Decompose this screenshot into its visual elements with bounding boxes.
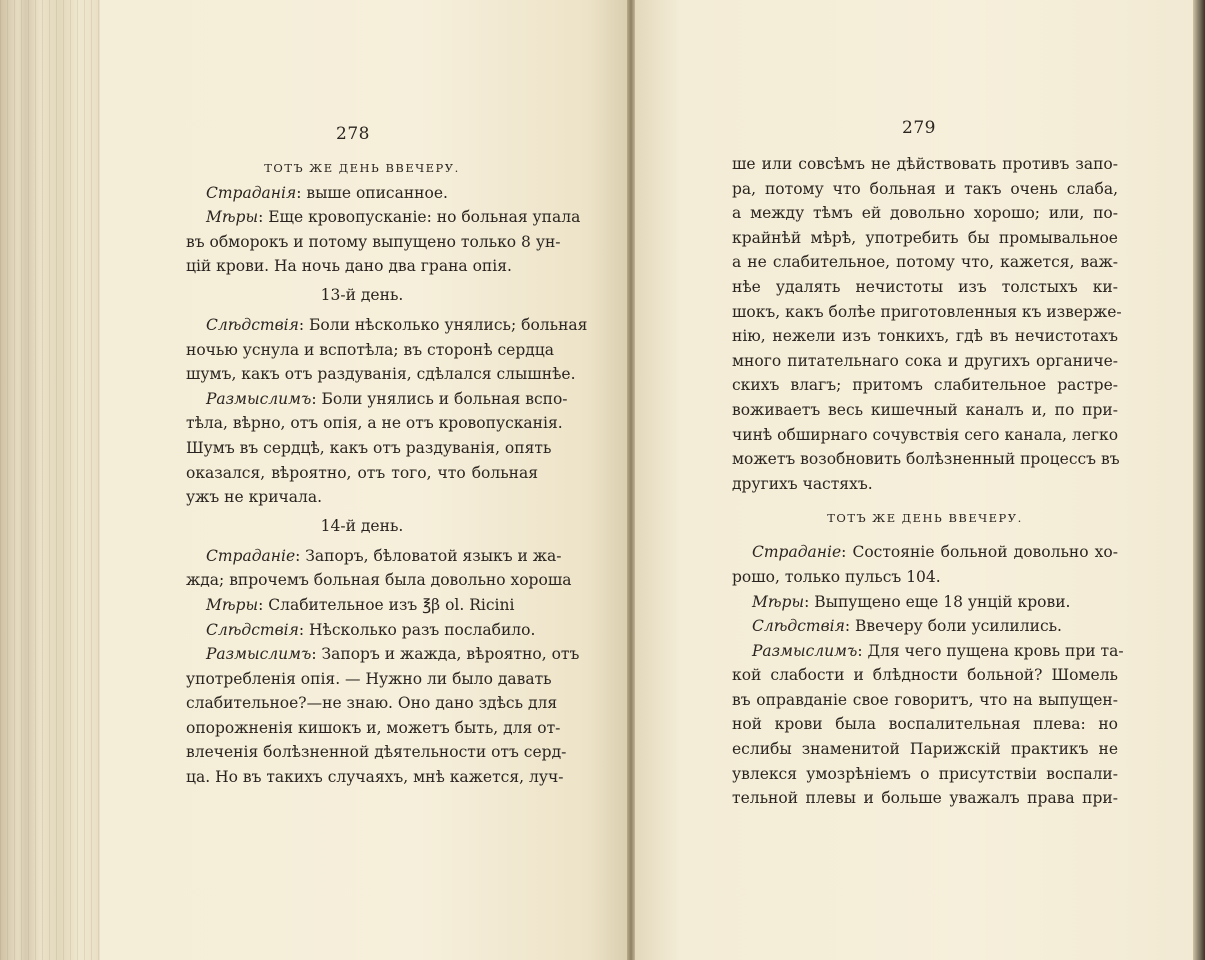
text-line xyxy=(732,762,1118,787)
section-heading: ТОТЪ ЖЕ ДЕНЬ ВВЕЧЕРУ. xyxy=(827,511,1023,526)
line-text: много питательнаго сока и другихъ органиче- xyxy=(732,351,1118,370)
line-text: : Ввечеру боли усилились. xyxy=(844,617,1062,636)
line-text: : Слабительное изъ ℥β ol. Ricini xyxy=(258,595,515,614)
text-line xyxy=(186,740,567,765)
paragraph-block xyxy=(186,313,588,510)
right-page-text xyxy=(732,152,1124,811)
page-edges-left xyxy=(0,0,100,960)
line-text: нію, нежели изъ тонкихъ, гдѣ въ нечистотахъ xyxy=(732,327,1118,346)
line-text: кой слабости и блѣдности больной? Шомель xyxy=(732,666,1118,685)
line-text: еслибы знаменитой Парижскій практикъ не xyxy=(732,740,1118,759)
text-line xyxy=(732,639,1124,664)
line-text: можетъ возобновить болѣзненный процессъ въ xyxy=(732,450,1120,469)
line-text: употребленія опія. — Нужно ли было давать xyxy=(186,669,552,688)
text-line xyxy=(732,447,1118,472)
term-label: Мѣры xyxy=(752,592,805,611)
text-line xyxy=(186,362,576,387)
section-heading: ТОТЪ ЖЕ ДЕНЬ ВВЕЧЕРУ. xyxy=(264,161,460,175)
text-line xyxy=(186,313,588,338)
text-line xyxy=(732,398,1118,423)
term-label: Размыслимъ xyxy=(206,389,312,408)
line-text: ной крови была воспалительная плева: но xyxy=(732,715,1118,734)
term-label: Размыслимъ xyxy=(206,645,312,664)
line-text: тельной плевы и больше уважалъ права при- xyxy=(732,789,1118,808)
text-line xyxy=(732,349,1118,374)
text-line xyxy=(732,712,1118,737)
text-line xyxy=(186,642,580,667)
text-line xyxy=(186,716,561,741)
line-text: цій крови. На ночь дано два грана опія. xyxy=(186,257,512,276)
text-line xyxy=(186,461,538,486)
line-text: : выше описанное. xyxy=(296,183,448,202)
line-text: а не слабительное, потому что, кажется, важ- xyxy=(732,253,1118,272)
line-text: слабительное?—не знаю. Оно дано здѣсь для xyxy=(186,694,558,713)
term-label: Страданія xyxy=(206,183,297,202)
text-line xyxy=(732,737,1118,762)
line-text: : Еще кровопусканіе: но больная упала xyxy=(258,208,581,227)
text-line xyxy=(732,226,1118,251)
line-text: шокъ, какъ болѣе приготовленныя къ изверже- xyxy=(732,302,1122,321)
text-line xyxy=(732,614,1118,639)
book-gutter xyxy=(627,0,635,960)
line-text: чинѣ обширнаго сочувствія сего канала, легко xyxy=(732,425,1119,444)
line-text: воживаетъ весь кишечный каналъ и, по при- xyxy=(732,400,1118,419)
line-text: жда; впрочемъ больная была довольно хороша xyxy=(186,571,572,590)
text-line xyxy=(732,472,1118,497)
right-page xyxy=(635,0,1193,960)
line-text: : Боли нѣсколько унялись; больная xyxy=(298,315,588,334)
text-line xyxy=(732,201,1118,226)
line-text: тѣла, вѣрно, отъ опія, а не отъ кровопусканія. xyxy=(186,414,563,433)
line-text: : Боли унялись и больная вспо- xyxy=(311,389,568,408)
text-line xyxy=(732,786,1118,811)
text-line xyxy=(732,300,1122,325)
text-line xyxy=(186,254,538,279)
left-page xyxy=(100,0,630,960)
text-line xyxy=(732,565,1118,590)
line-text: скихъ влагъ; притомъ слабительное растре- xyxy=(732,376,1118,395)
line-text: ночью уснула и вспотѣла; въ сторонѣ сердца xyxy=(186,340,555,359)
line-text: увлекся умозрѣніемъ о присутствіи воспали- xyxy=(732,764,1118,783)
paragraph-block xyxy=(732,540,1124,811)
line-text: : Запоръ, бѣловатой языкъ и жа- xyxy=(295,546,562,565)
line-text: ца. Но въ такихъ случаяхъ, мнѣ кажется, луч- xyxy=(186,768,564,787)
line-text: ше или совсѣмъ не дѣйствовать противъ запо- xyxy=(732,155,1118,173)
term-label: Слѣдствія xyxy=(206,315,299,334)
text-line xyxy=(732,373,1118,398)
text-line xyxy=(732,423,1118,448)
term-label: Страданіе xyxy=(752,543,842,562)
day-heading: 14-й день. xyxy=(320,516,404,535)
text-line xyxy=(732,250,1118,275)
paragraph-block xyxy=(186,181,581,279)
text-line xyxy=(186,485,538,510)
line-text: ра, потому что больная и такъ очень слаба, xyxy=(732,179,1118,198)
line-text: : Выпущено еще 18 унцій крови. xyxy=(804,592,1071,611)
text-line xyxy=(732,275,1118,300)
line-text: другихъ частяхъ. xyxy=(732,474,873,493)
text-line xyxy=(732,152,1118,177)
text-line xyxy=(186,205,581,230)
term-label: Слѣдствія xyxy=(206,620,299,639)
text-line xyxy=(186,667,552,692)
text-line xyxy=(186,230,561,255)
term-label: Мѣры xyxy=(206,208,259,227)
text-line xyxy=(732,177,1118,202)
line-text: ужъ не кричала. xyxy=(186,488,323,507)
line-text: : Запоръ и жажда, вѣроятно, отъ xyxy=(311,645,580,664)
text-line xyxy=(186,691,558,716)
text-line xyxy=(186,387,568,412)
line-text: : Состояніе больной довольно хо- xyxy=(841,543,1118,562)
line-text: шумъ, какъ отъ раздуванія, сдѣлался слышнѣе. xyxy=(186,365,576,384)
line-text: опорожненія кишокъ и, можетъ быть, для от- xyxy=(186,718,561,737)
paragraph-block xyxy=(732,152,1122,496)
text-line xyxy=(732,324,1118,349)
left-page-text xyxy=(186,156,588,790)
term-label: Размыслимъ xyxy=(752,641,858,660)
line-text: нѣе удалять нечистоты изъ толстыхъ ки- xyxy=(732,277,1118,296)
page-edge-right xyxy=(1193,0,1205,960)
term-label: Мѣры xyxy=(206,595,259,614)
text-line xyxy=(186,593,538,618)
line-text: : Нѣсколько разъ послабило. xyxy=(298,620,536,639)
line-text: въ обморокъ и потому выпущено только 8 ун- xyxy=(186,232,561,251)
line-text: : Для чего пущена кровь при та- xyxy=(857,641,1124,660)
line-text: влеченія болѣзненной дѣятельности отъ серд- xyxy=(186,743,567,762)
term-label: Слѣдствія xyxy=(752,617,845,636)
text-line xyxy=(186,544,562,569)
text-line xyxy=(732,688,1118,713)
line-text: рошо, только пульсъ 104. xyxy=(732,567,941,586)
text-line xyxy=(186,181,538,206)
text-line xyxy=(732,590,1118,615)
line-text: а между тѣмъ ей довольно хорошо; или, по- xyxy=(732,204,1118,223)
line-text: Шумъ въ сердцѣ, какъ отъ раздуванія, опять xyxy=(186,438,552,457)
term-label: Страданіе xyxy=(206,546,296,565)
text-line xyxy=(186,338,555,363)
text-line xyxy=(186,411,563,436)
text-line xyxy=(732,540,1118,565)
text-line xyxy=(186,436,552,461)
text-line xyxy=(186,765,564,790)
line-text: оказался, вѣроятно, отъ того, что больная xyxy=(186,463,538,482)
page-number: 279 xyxy=(902,118,936,138)
text-line xyxy=(732,663,1118,688)
line-text: крайнѣй мѣрѣ, употребить бы промывальное xyxy=(732,228,1118,247)
page-number: 278 xyxy=(336,124,370,144)
text-line xyxy=(186,618,538,643)
paragraph-block xyxy=(186,544,580,790)
line-text: въ оправданіе свое говоритъ, что на выпущен- xyxy=(732,690,1118,709)
text-line xyxy=(186,568,572,593)
day-heading: 13-й день. xyxy=(320,285,404,304)
